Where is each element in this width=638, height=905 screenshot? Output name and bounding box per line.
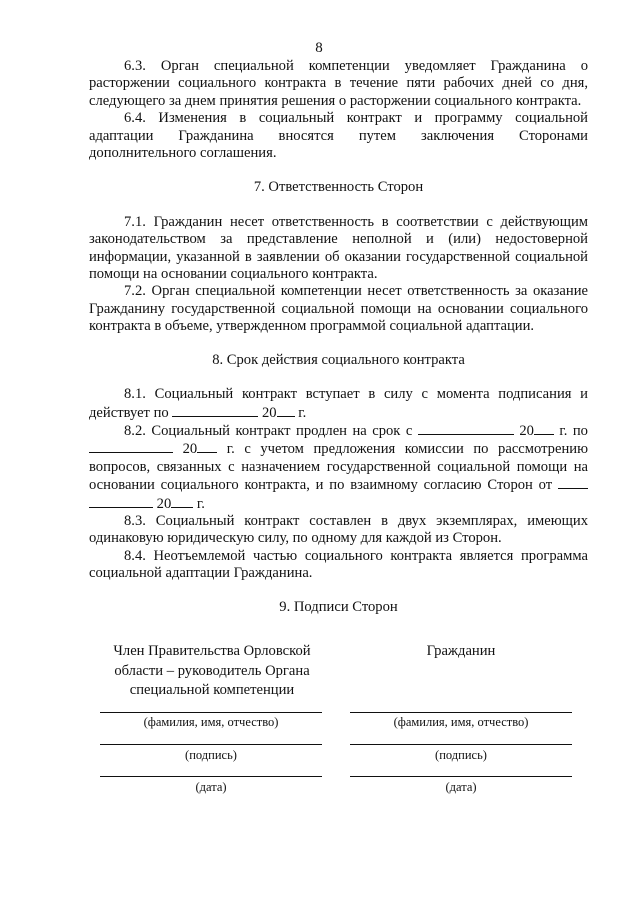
page-number: 8 (315, 40, 323, 56)
right-date-caption: (дата) (445, 780, 477, 794)
section-9-heading: 9. Подписи Сторон (279, 598, 398, 615)
section-8-heading: 8. Срок действия социального контракта (212, 351, 465, 368)
right-name-line (350, 712, 572, 713)
section-7-heading: 7. Ответственность Сторон (253, 179, 424, 196)
clause-6-4: 6.4. Изменения в социальный контракт и программу социальной адаптации Гражданина вносятся путем заключения Сторонами дополнительного соглашения. (89, 110, 588, 162)
left-name-caption: (фамилия, имя, отчество) (143, 715, 279, 729)
right-name-caption: (фамилия, имя, отчество) (393, 715, 529, 729)
left-signature-caption: (подпись) (185, 748, 237, 762)
right-signature-caption: (подпись) (435, 748, 487, 762)
right-date-line (350, 776, 572, 777)
clause-6-3: 6.3. Орган специальной компетенции уведомляет Гражданина о расторжении социального контракта в течение пяти рабочих дней со дня, следующего за днем принятия решения о расторжении социального контракта. (89, 58, 588, 109)
clause-7-2: 7.2. Орган специальной компетенции несет ответственность за оказание Гражданину государственной социальной помощи на основании социального контракта в объеме, утвержденном программой социальной адаптации. (89, 283, 588, 335)
left-name-line (100, 712, 322, 713)
clause-8-3: 8.3. Социальный контракт составлен в двух экземплярах, имеющих одинаковую юридическую силу, по одному для каждой из Сторон. (89, 512, 588, 547)
document-body (89, 58, 588, 616)
left-date-line (100, 776, 322, 777)
left-signature-line (100, 744, 322, 745)
clause-8-1: 8.1. Социальный контракт вступает в силу с момента подписания и действует по 20 г. (89, 386, 588, 421)
signatory-left-title: Член Правительства Орловской области – руководитель Органа специальной компетенции (113, 643, 311, 698)
signatory-right-title: Гражданин (426, 643, 496, 659)
clause-8-2: 8.2. Социальный контракт продлен на срок с 20 г. по 20 г. с учетом предложения комиссии по рассмотрению вопросов, связанных с назначением государственной социальной помощи на основании социального контракта, и по взаимному согласию Сторон от 20 г. (89, 422, 588, 512)
clause-7-1: 7.1. Гражданин несет ответственность в соответствии с действующим законодательством за представление неполной и (или) недостоверной информации, указанной в заявлении об оказании государственной социальной помощи на основании социального контракта. (89, 213, 588, 283)
right-signature-line (350, 744, 572, 745)
clause-8-4: 8.4. Неотъемлемой частью социального контракта является программа социальной адаптации Гражданина. (89, 547, 588, 582)
left-date-caption: (дата) (195, 780, 227, 794)
